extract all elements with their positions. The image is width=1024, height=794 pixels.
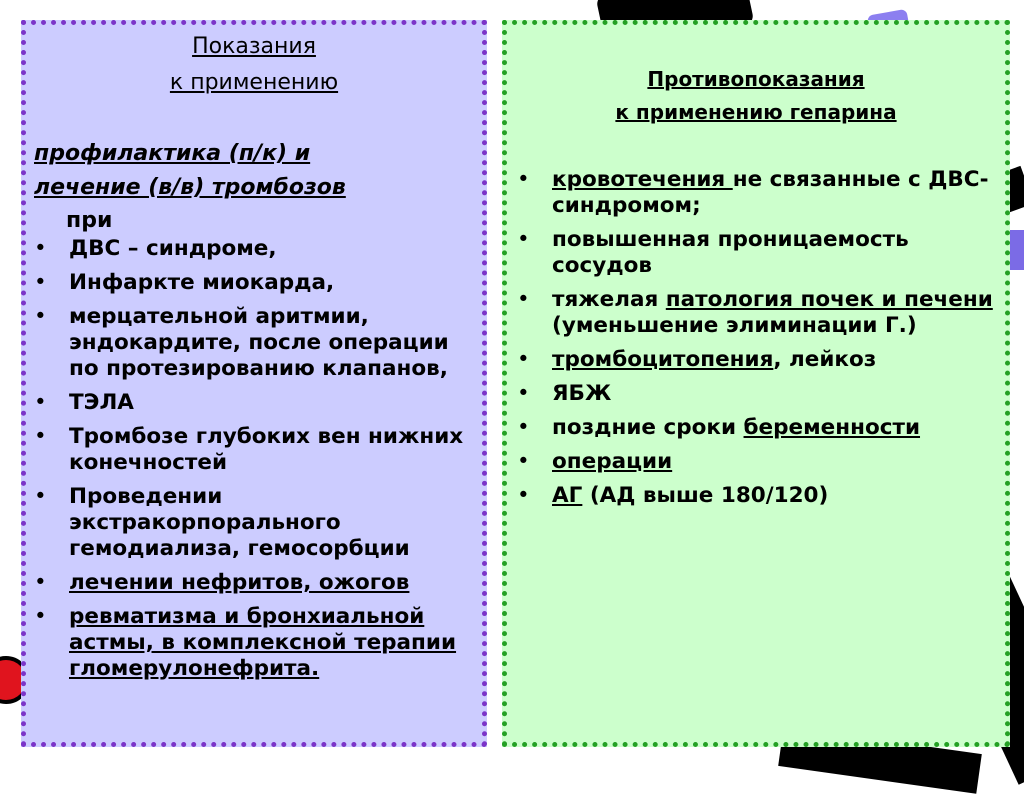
list-item-underlined: АГ bbox=[552, 483, 583, 508]
list-item bbox=[34, 390, 474, 416]
bullet-icon: • bbox=[517, 287, 530, 312]
bullet-icon: • bbox=[517, 347, 530, 372]
bullet-icon: • bbox=[517, 167, 530, 192]
list-item-text: ЯБЖ bbox=[552, 381, 612, 406]
list-item-prefix: тяжелая bbox=[552, 287, 666, 312]
bullet-icon: • bbox=[517, 449, 530, 474]
bullet-icon: • bbox=[34, 270, 47, 295]
list-item bbox=[517, 483, 997, 509]
list-item bbox=[34, 236, 474, 262]
list-item-text: ревматизма и бронхиальной астмы, в комплексной терапии гломерулонефрита. bbox=[69, 604, 457, 681]
list-item-underlined: тромбоцитопения bbox=[552, 347, 774, 372]
list-item-text: ТЭЛА bbox=[69, 390, 134, 415]
list-item-underlined: беременности bbox=[743, 415, 921, 440]
bullet-icon: • bbox=[517, 381, 530, 406]
list-item-text: повышенная проницаемость сосудов bbox=[552, 227, 909, 278]
list-item bbox=[34, 604, 474, 682]
list-item-text: (АД выше 180/120) bbox=[582, 483, 829, 508]
indications-heading-line1: Показания bbox=[192, 34, 316, 59]
list-item-text: Проведении экстракорпорального гемодиализа, гемосорбции bbox=[69, 484, 410, 561]
bullet-icon: • bbox=[517, 227, 530, 252]
list-item bbox=[34, 270, 474, 296]
list-item bbox=[517, 227, 997, 279]
indications-intro-line2: лечение (в/в) тромбозов bbox=[34, 175, 346, 200]
list-item bbox=[517, 449, 997, 475]
contraindications-list bbox=[517, 167, 997, 517]
bullet-icon: • bbox=[34, 304, 47, 329]
indications-intro bbox=[34, 137, 484, 205]
bullet-icon: • bbox=[34, 424, 47, 449]
list-item bbox=[34, 424, 474, 476]
list-item bbox=[517, 287, 997, 339]
bullet-icon: • bbox=[34, 604, 47, 629]
list-item bbox=[517, 347, 997, 373]
list-item-underlined: операции bbox=[552, 449, 673, 474]
list-item-text: (уменьшение элиминации Г.) bbox=[552, 313, 917, 338]
list-item-text: лечении нефритов, ожогов bbox=[69, 570, 410, 595]
list-item-text: не связанные с ДВС-синдромом; bbox=[552, 167, 989, 218]
bullet-icon: • bbox=[34, 390, 47, 415]
list-item-text: , лейкоз bbox=[773, 347, 877, 372]
list-item bbox=[34, 570, 474, 596]
indications-list bbox=[34, 236, 474, 690]
contraindications-heading-line1: Противопоказания bbox=[647, 67, 865, 91]
indications-intro-line1: профилактика (п/к) и bbox=[34, 141, 311, 166]
bullet-icon: • bbox=[34, 484, 47, 509]
list-item-underlined: кровотечения bbox=[552, 167, 733, 192]
list-item-prefix: поздние сроки bbox=[552, 415, 744, 440]
list-item-text: мерцательной аритмии, эндокардите, после операции по протезированию клапанов, bbox=[69, 304, 449, 381]
list-item bbox=[517, 381, 997, 407]
bullet-icon: • bbox=[34, 570, 47, 595]
list-item-text: Тромбозе глубоких вен нижних конечностей bbox=[69, 424, 464, 475]
list-item bbox=[517, 167, 997, 219]
contraindications-heading-line2: к применению гепарина bbox=[615, 100, 897, 124]
bullet-icon: • bbox=[34, 236, 47, 261]
indications-heading-line2: к применению bbox=[169, 70, 339, 95]
list-item bbox=[34, 304, 474, 382]
indications-intro-pri: при bbox=[66, 208, 113, 233]
list-item-text: ДВС – синдроме, bbox=[69, 236, 277, 261]
list-item-underlined: патология почек и печени bbox=[665, 287, 993, 312]
list-item bbox=[517, 415, 997, 441]
bullet-icon: • bbox=[517, 483, 530, 508]
indications-heading bbox=[26, 29, 482, 101]
contraindications-panel bbox=[502, 20, 1010, 747]
list-item bbox=[34, 484, 474, 562]
indications-panel bbox=[21, 20, 487, 747]
contraindications-heading bbox=[507, 63, 1005, 129]
list-item-text: Инфаркте миокарда, bbox=[69, 270, 335, 295]
bullet-icon: • bbox=[517, 415, 530, 440]
